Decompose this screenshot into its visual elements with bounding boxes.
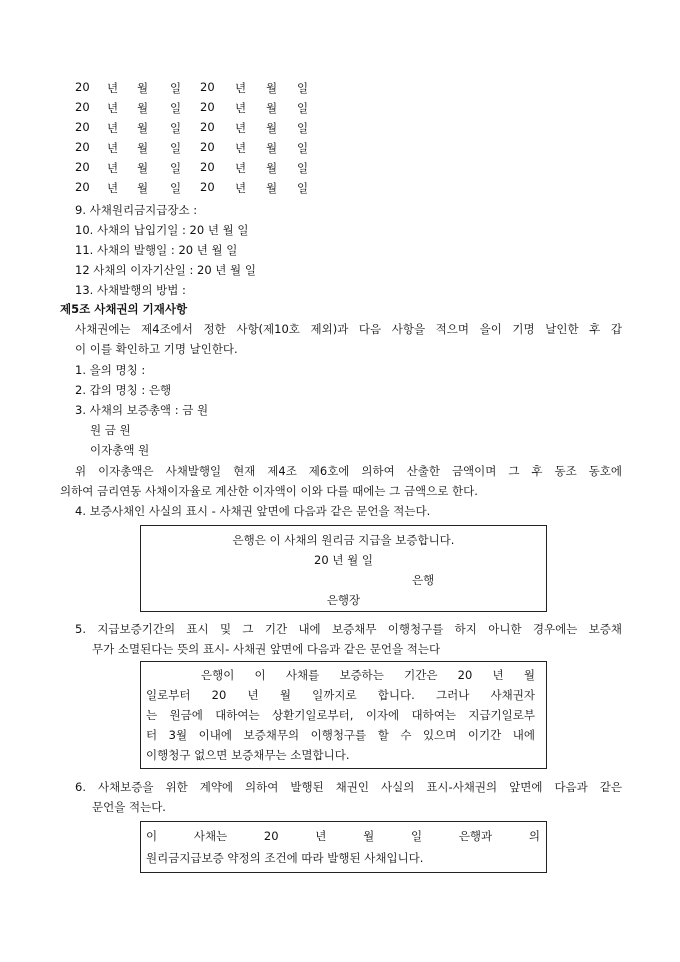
date-cell: 일 bbox=[170, 141, 182, 155]
date-cell: 일 bbox=[297, 141, 309, 155]
date-cell: 일 bbox=[297, 101, 309, 115]
date-cell: 월 bbox=[137, 161, 149, 175]
date-cell: 년 bbox=[235, 181, 247, 195]
date-cell: 년 bbox=[107, 101, 119, 115]
date-cell: 월 bbox=[137, 141, 149, 155]
box2-line1: 은행이 이 사채를 보증하는 기간은 20 년 월 bbox=[201, 668, 535, 682]
date-cell: 20 bbox=[75, 160, 90, 174]
box3-line2: 원리금지급보증 약정의 조건에 따라 발행된 사채입니다. bbox=[146, 851, 424, 865]
date-cell: 일 bbox=[297, 81, 309, 95]
date-cell: 20 bbox=[200, 120, 215, 134]
date-cell: 20 bbox=[200, 180, 215, 194]
date-cell: 일 bbox=[170, 81, 182, 95]
box1-line1: 은행은 이 사채의 원리금 지급을 보증합니다. bbox=[232, 533, 455, 547]
article-5-title: 제5조 사채권의 기재사항 bbox=[60, 302, 188, 316]
date-cell: 년 bbox=[235, 141, 247, 155]
article-5-intro-line2: 이 이를 확인하고 기명 날인한다. bbox=[75, 342, 238, 356]
item-10: 10. 사채의 납입기일 : 20 년 월 일 bbox=[75, 223, 249, 237]
date-cell: 20 bbox=[200, 100, 215, 114]
item-11: 11. 사채의 발행일 : 20 년 월 일 bbox=[75, 243, 238, 257]
box1-line3: 은행 bbox=[412, 573, 435, 587]
box2-line3: 는 원금에 대하여는 상환기일로부터, 이자에 대하여는 지급기일로부 bbox=[146, 708, 535, 722]
date-cell: 일 bbox=[170, 181, 182, 195]
list-item-5-line2: 무가 소멸된다는 뜻의 표시- 사채권 앞면에 다음과 같은 문언을 적는다 bbox=[92, 642, 441, 656]
date-cell: 20 bbox=[75, 80, 90, 94]
date-cell: 20 bbox=[75, 140, 90, 154]
item-9: 9. 사채원리금지급장소 : bbox=[75, 203, 198, 217]
date-cell: 일 bbox=[297, 181, 309, 195]
date-cell: 20 bbox=[75, 120, 90, 134]
date-cell: 월 bbox=[266, 141, 278, 155]
date-cell: 년 bbox=[235, 81, 247, 95]
date-cell: 월 bbox=[137, 101, 149, 115]
agreement-statement-box bbox=[140, 821, 547, 873]
date-cell: 월 bbox=[266, 161, 278, 175]
list-item-5-line1: 5. 지급보증기간의 표시 및 그 기간 내에 보증채무 이행청구를 하지 아니한 경우에는 보증채 bbox=[75, 622, 622, 636]
list-item-4: 4. 보증사채인 사실의 표시 - 사채권 앞면에 다음과 같은 문언을 적는다. bbox=[75, 504, 431, 518]
date-cell: 년 bbox=[107, 161, 119, 175]
date-cell: 월 bbox=[266, 81, 278, 95]
box2-line2: 일로부터 20 년 월 일까지로 합니다. 그러나 사채권자 bbox=[146, 688, 535, 702]
date-cell: 20 bbox=[200, 140, 215, 154]
guarantee-period-box bbox=[140, 661, 547, 769]
guarantee-statement-box bbox=[140, 525, 547, 612]
date-cell: 년 bbox=[107, 141, 119, 155]
list-item-3: 3. 사채의 보증총액 : 금 원 bbox=[75, 403, 209, 417]
list-item-3-principal: 원 금 원 bbox=[90, 423, 131, 437]
date-cell: 년 bbox=[235, 121, 247, 135]
list-item-6-line2: 문언을 적는다. bbox=[92, 800, 166, 814]
date-cell: 20 bbox=[75, 180, 90, 194]
date-cell: 년 bbox=[107, 181, 119, 195]
list-item-1: 1. 을의 명칭 : bbox=[75, 363, 146, 377]
date-cell: 년 bbox=[235, 101, 247, 115]
date-cell: 월 bbox=[137, 181, 149, 195]
date-cell: 년 bbox=[107, 81, 119, 95]
article-5-intro-line1: 사채권에는 제4조에서 정한 사항(제10호 제외)과 다음 사항을 적으며 을이 기명 날인한 후 갑 bbox=[75, 322, 622, 336]
date-cell: 월 bbox=[266, 181, 278, 195]
date-cell: 월 bbox=[266, 101, 278, 115]
date-cell: 일 bbox=[297, 121, 309, 135]
list-item-6-line1: 6. 사채보증을 위한 계약에 의하여 발행된 채권인 사실의 표시-사채권의 앞면에 다음과 같은 bbox=[75, 780, 622, 794]
date-cell: 20 bbox=[200, 160, 215, 174]
date-cell: 일 bbox=[170, 161, 182, 175]
box1-line2: 20 년 월 일 bbox=[314, 553, 373, 567]
note-line2: 의하여 금리연동 사채이자율로 계산한 이자액이 이와 다를 때에는 그 금액으로 한다. bbox=[60, 484, 478, 498]
date-cell: 년 bbox=[235, 161, 247, 175]
box3-line1: 이 사채는 20 년 월 일 은행과 의 bbox=[146, 829, 540, 843]
date-cell: 일 bbox=[170, 101, 182, 115]
date-cell: 월 bbox=[137, 81, 149, 95]
box2-line4: 터 3월 이내에 보증채무의 이행청구를 할 수 있으며 이기간 내에 bbox=[146, 728, 535, 742]
date-cell: 일 bbox=[170, 121, 182, 135]
list-item-3-interest: 이자총액 원 bbox=[90, 443, 150, 457]
date-cell: 20 bbox=[200, 80, 215, 94]
date-cell: 20 bbox=[75, 100, 90, 114]
date-cell: 일 bbox=[297, 161, 309, 175]
box1-line4: 은행장 bbox=[326, 593, 361, 607]
date-cell: 월 bbox=[266, 121, 278, 135]
note-line1: 위 이자총액은 사채발행일 현재 제4조 제6호에 의하여 산출한 금액이며 그 후 동조 동호에 bbox=[75, 464, 622, 478]
list-item-2: 2. 갑의 명칭 : 은행 bbox=[75, 383, 172, 397]
item-13: 13. 사채발행의 방법 : bbox=[75, 283, 186, 297]
date-cell: 년 bbox=[107, 121, 119, 135]
item-12: 12 사채의 이자기산일 : 20 년 월 일 bbox=[75, 263, 256, 277]
box2-line5: 이행청구 없으면 보증채무는 소멸합니다. bbox=[146, 748, 350, 762]
date-cell: 월 bbox=[137, 121, 149, 135]
